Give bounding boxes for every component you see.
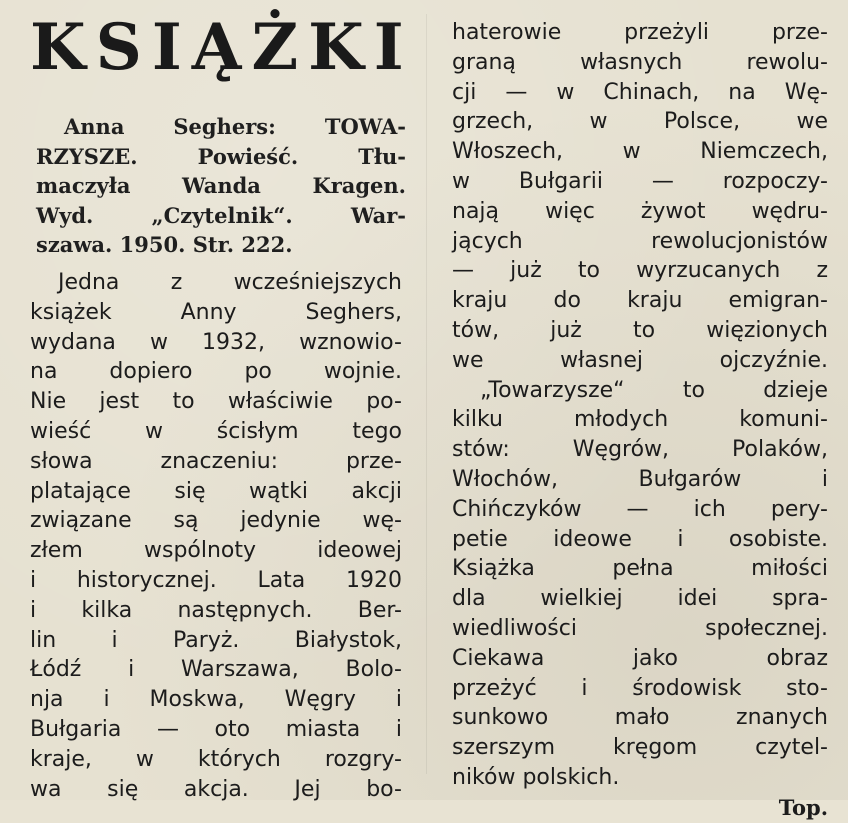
text-line: wydana w 1932, wznowio- <box>30 329 402 355</box>
review-text-right-column <box>452 18 828 823</box>
text-line: we własnej ojczyźnie. <box>452 347 828 373</box>
header-line: RZYSZE. Powieść. Tłu- <box>36 143 406 169</box>
text-line: cji — w Chinach, na Wę- <box>452 79 828 105</box>
text-line: graną własnych rewolu- <box>452 49 828 75</box>
review-text-left-column <box>30 268 402 804</box>
text-line: — już to wyrzucanych z <box>452 258 828 284</box>
text-line: petie ideowe i osobiste. <box>452 526 828 552</box>
text-line: „Towarzysze“ to dzieje <box>480 377 828 403</box>
text-line: słowa znaczeniu: prze- <box>30 448 402 474</box>
text-line: tów, już to więzionych <box>452 317 828 343</box>
text-line: kraje, w których rozgry- <box>30 746 402 772</box>
section-title: KSIĄŻKI <box>30 10 414 85</box>
text-line: wieść w ścisłym tego <box>30 418 402 444</box>
text-line: grzech, w Polsce, we <box>452 109 828 135</box>
text-line: Nie jest to właściwie po- <box>30 389 402 415</box>
text-line: złem wspólnoty ideowej <box>30 538 402 564</box>
text-line: sunkowo mało znanych <box>452 705 828 731</box>
text-line: dla wielkiej idei spra- <box>452 586 828 612</box>
text-line: ników polskich. <box>452 764 620 790</box>
text-line: i historycznej. Lata 1920 <box>30 567 402 593</box>
text-line: Łódź i Warszawa, Bolo- <box>30 657 402 683</box>
text-line: Bułgaria — oto miasta i <box>30 716 402 742</box>
text-line: i kilka następnych. Ber- <box>30 597 402 623</box>
text-line: haterowie przeżyli prze- <box>452 20 828 45</box>
text-line: nja i Moskwa, Węgry i <box>30 687 402 713</box>
text-line: platające się wątki akcji <box>30 478 402 504</box>
text-line: w Bułgarii — rozpoczy- <box>452 168 828 194</box>
text-line: Chińczyków — ich pery- <box>452 496 828 522</box>
text-line: kraju do kraju emigran- <box>452 288 828 314</box>
column-divider <box>426 14 427 774</box>
text-line: Książka pełna miłości <box>452 556 828 582</box>
text-line: przeżyć i środowisk sto- <box>452 675 828 701</box>
text-line: jących rewolucjonistów <box>452 228 828 254</box>
text-line: związane są jedynie wę- <box>30 508 402 534</box>
text-line: Jedna z wcześniejszych <box>58 270 402 295</box>
text-line: szerszym kręgom czytel- <box>452 735 828 761</box>
text-line: książek Anny Seghers, <box>30 299 402 325</box>
text-line: Włochów, Bułgarów i <box>452 466 828 492</box>
text-line: na dopiero po wojnie. <box>30 359 402 385</box>
header-line: Wyd. „Czytelnik“. War- <box>36 202 406 228</box>
author-signature: Top. <box>778 794 828 820</box>
text-line: nają więc żywot wędru- <box>452 198 828 224</box>
text-line: stów: Węgrów, Polaków, <box>452 437 828 463</box>
header-line: szawa. 1950. Str. 222. <box>36 232 293 257</box>
text-line: lin i Paryż. Białystok, <box>30 627 402 653</box>
text-line: kilku młodych komuni- <box>452 407 828 433</box>
text-line: Włoszech, w Niemczech, <box>452 139 828 165</box>
header-line: Anna Seghers: TOWA- <box>64 114 406 139</box>
text-line: wiedliwości społecznej. <box>452 615 828 641</box>
header-line: maczyła Wanda Kragen. <box>36 173 406 198</box>
book-bibliographic-header <box>36 112 406 260</box>
text-line: wa się akcja. Jej bo- <box>30 776 402 802</box>
text-line: Ciekawa jako obraz <box>452 645 828 671</box>
